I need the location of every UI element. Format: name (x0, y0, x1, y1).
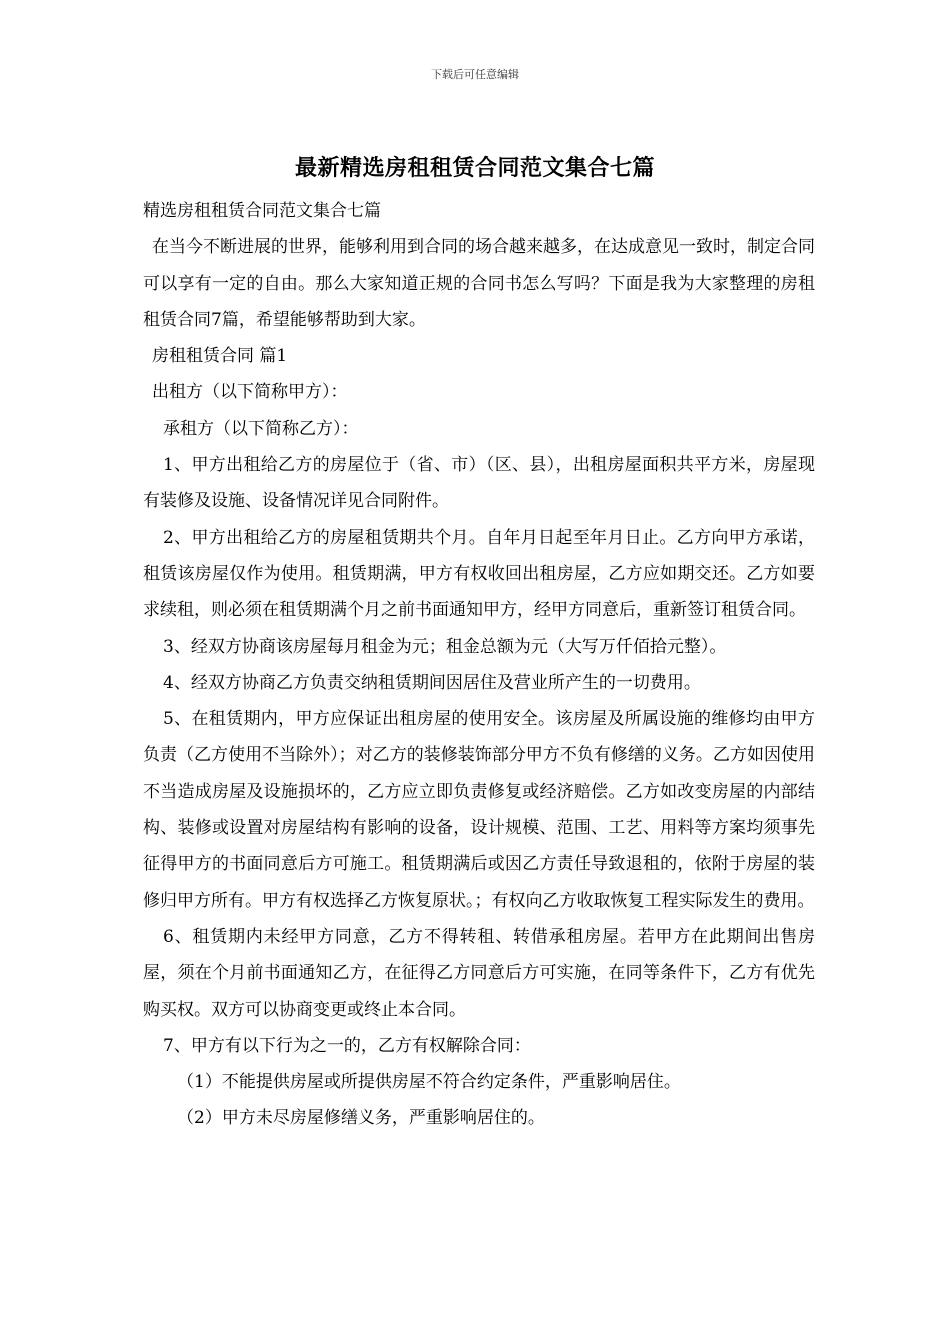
sub-clause: （1）不能提供房屋或所提供房屋不符合约定条件，严重影响居住。 (177, 1072, 681, 1093)
header-note: 下载后可任意编辑 (431, 68, 519, 81)
clause-paragraph: 2、甲方出租给乙方的房屋租赁期共个月。自年月日起至年月日止。乙方向甲方承诺，租赁该房屋仅作为使用。租赁期满，甲方有权收回出租房屋，乙方应如期交还。乙方如要求续租，则必须在租赁期满个月之前书面通知甲方，经甲方同意后，重新签订租赁合同。 (143, 527, 815, 621)
section-heading: 房租租赁合同 篇1 (152, 346, 288, 367)
clause-paragraph: 5、在租赁期内，甲方应保证出租房屋的使用安全。该房屋及所属设施的维修均由甲方负责（乙方使用不当除外）；对乙方的装修装饰部分甲方不负有修缮的义务。乙方如因使用不当造成房屋及设施损坏的，乙方应立即负责修复或经济赔偿。乙方如改变房屋的内部结构、装修或设置对房屋结构有影响的设备，设计规模、范围、工艺、用料等方案均须事先征得甲方的书面同意后方可施工。租赁期满后或因乙方责任导致退租的，依附于房屋的装修归甲方所有。甲方有权选择乙方恢复原状。；有权向乙方收取恢复工程实际发生的费用。 (143, 709, 815, 911)
clause-paragraph: 3、经双方协商该房屋每月租金为元；租金总额为元（大写万仟佰拾元整）。 (163, 636, 727, 657)
sub-clause: （2）甲方未尽房屋修缮义务，严重影响居住的。 (177, 1108, 545, 1129)
document-title: 最新精选房租租赁合同范文集合七篇 (294, 155, 655, 181)
clause-paragraph: 4、经双方协商乙方负责交纳租赁期间因居住及营业所产生的一切费用。 (163, 672, 701, 693)
document-body (143, 193, 815, 1137)
clause-paragraph: 6、租赁期内未经甲方同意，乙方不得转租、转借承租房屋。若甲方在此期间出售房屋，须在个月前书面通知乙方，在征得乙方同意后方可实施，在同等条件下，乙方有优先购买权。双方可以协商变更或终止本合同。 (143, 926, 815, 1020)
intro-paragraph: 在当今不断进展的世界，能够利用到合同的场合越来越多，在达成意见一致时，制定合同可以享有一定的自由。那么大家知道正规的合同书怎么写吗？下面是我为大家整理的房租租赁合同7篇，希望能够帮助到大家。 (143, 237, 815, 330)
lessor-line: 出租方（以下简称甲方）： (152, 382, 348, 403)
clause-paragraph: 7、甲方有以下行为之一的，乙方有权解除合同： (163, 1035, 531, 1056)
lessee-line: 承租方（以下简称乙方）： (163, 418, 359, 439)
document-subtitle: 精选房租租赁合同范文集合七篇 (143, 201, 381, 221)
clause-paragraph: 1、甲方出租给乙方的房屋位于（省、市）（区、县），出租房屋面积共平方米，房屋现有装修及设施、设备情况详见合同附件。 (143, 455, 815, 512)
